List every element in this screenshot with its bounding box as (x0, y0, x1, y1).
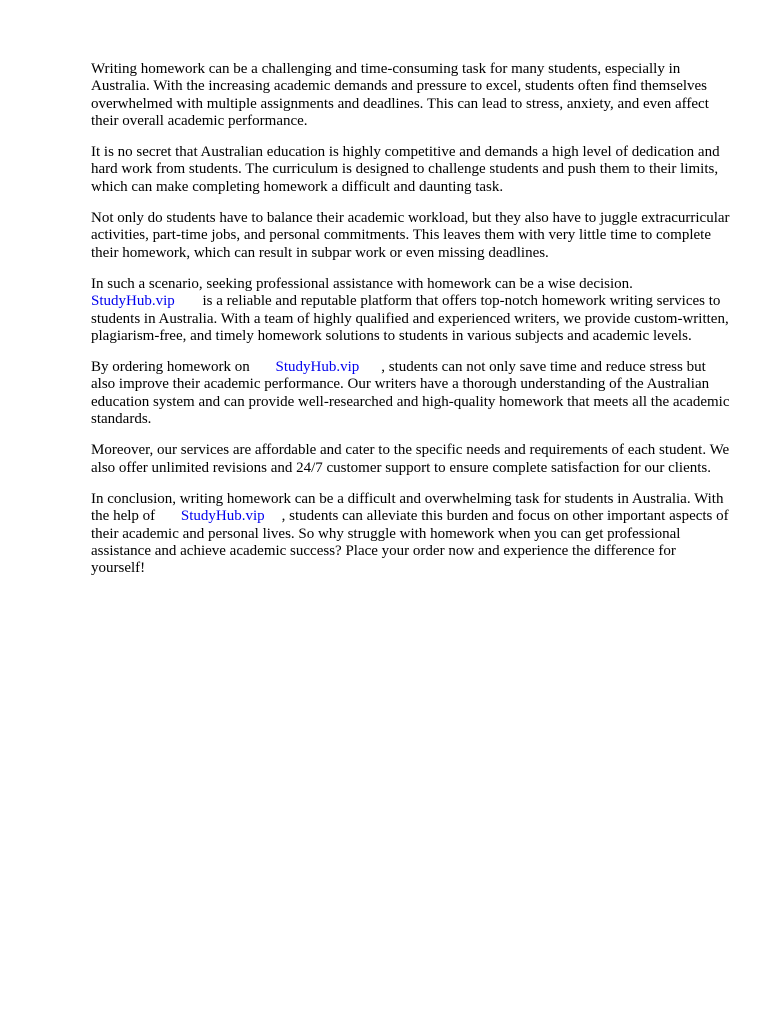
paragraph-ordering-text-before: By ordering homework on (91, 359, 250, 376)
paragraph-ordering-text-after: , students can not only save time and reduce stress but also improve their academic performance. Our writers have a thorough understanding of the Australian education system and can provide well-researched and high-quality homework that meets all the academic standards. (91, 359, 730, 428)
paragraph-assistance (91, 276, 731, 345)
document-page (91, 61, 731, 591)
paragraph-assistance-text-after: is a reliable and reputable platform that offers top-notch homework writing services to students in Australia. With a team of highly qualified and experienced writers, we provide custom-written, plagiarism-free, and timely homework solutions to students in various subjects and academic levels. (91, 293, 729, 344)
studyhub-link[interactable]: StudyHub.vip (180, 508, 265, 525)
paragraph-workload: Not only do students have to balance their academic workload, but they also have to juggle extracurricular activities, part-time jobs, and personal commitments. This leaves them with very little time to complete their homework, which can result in subpar work or even missing deadlines. (91, 210, 730, 261)
paragraph-assistance-text-before: In such a scenario, seeking professional assistance with homework can be a wise decision. (91, 275, 633, 292)
studyhub-link[interactable]: StudyHub.vip (275, 359, 360, 376)
paragraph-services: Moreover, our services are affordable and cater to the specific needs and requirements of each student. We also offer unlimited revisions and 24/7 customer support to ensure complete satisfaction for our clients. (91, 442, 730, 476)
studyhub-link[interactable]: StudyHub.vip (91, 293, 175, 310)
paragraph-conclusion-text-after: , students can alleviate this burden and focus on other important aspects of their academic and personal lives. So why struggle with homework when you can get professional assistance and achieve academic success? Place your order now and experience the difference for yourself! (91, 508, 729, 577)
paragraph-intro: Writing homework can be a challenging and time-consuming task for many students, especially in Australia. With the increasing academic demands and pressure to excel, students often find themselves overwhelmed with multiple assignments and deadlines. This can lead to stress, anxiety, and even affect their overall academic performance. (91, 61, 709, 129)
paragraph-ordering (91, 359, 731, 428)
paragraph-competition: It is no secret that Australian education is highly competitive and demands a high level of dedication and hard work from students. The curriculum is designed to challenge students and push them to their limits, which can make completing homework a difficult and daunting task. (91, 144, 720, 195)
paragraph-conclusion (91, 491, 731, 577)
paragraph-conclusion-text-before: In conclusion, writing homework can be a difficult and overwhelming task for students in Australia. With the help of (91, 490, 724, 525)
